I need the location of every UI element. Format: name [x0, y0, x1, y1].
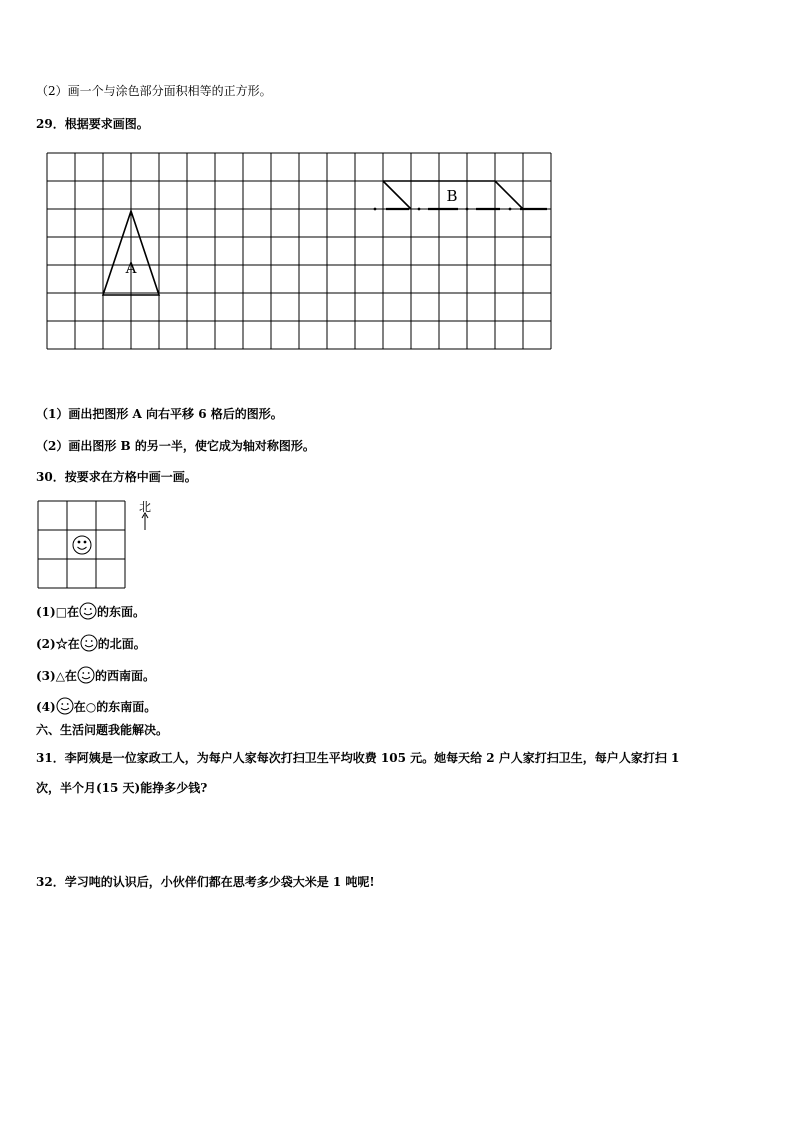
q31-line-2: 次，半个月(15 天)能挣多少钱? [36, 781, 208, 795]
grid-30 [38, 501, 125, 588]
grid-29 [47, 153, 551, 349]
q30-item-4-prefix: (4) [36, 700, 56, 714]
smiley-icon [80, 634, 98, 652]
q28-part2: （2）画一个与涂色部分面积相等的正方形。 [36, 84, 272, 98]
q30-item-2-prefix: (2)☆在 [36, 637, 80, 651]
q30-item-4 [36, 697, 156, 715]
q30-item-3-suffix: 的西南面。 [94, 669, 155, 683]
section-6-title: 六、生活问题我能解决。 [36, 723, 169, 737]
q31-line-1: 31．李阿姨是一位家政工人，为每户人家每次打扫卫生平均收费 105 元。她每天给 2 户人家打扫卫生，每户人家打扫 1 [36, 751, 680, 765]
q30-item-2-suffix: 的北面。 [97, 637, 146, 651]
smiley-icon [77, 666, 95, 684]
q32-question: 32．学习吨的认识后，小伙伴们都在思考多少袋大米是 1 吨呢! [36, 875, 375, 889]
north-arrow-icon [142, 513, 148, 530]
smiley-icon [73, 536, 91, 554]
q30-item-2 [36, 634, 146, 652]
smiley-icon [79, 602, 97, 620]
smiley-icon [56, 697, 74, 715]
q30-item-3 [36, 666, 155, 684]
q30-item-1 [36, 602, 145, 620]
q30-title: 30．按要求在方格中画一画。 [36, 470, 197, 484]
q30-item-1-suffix: 的东面。 [97, 605, 146, 619]
q29-part2: （2）画出图形 B 的另一半，使它成为轴对称图形。 [36, 439, 315, 453]
q30-item-1-prefix: (1)□在 [36, 605, 80, 619]
q30-item-4-middle: 在○的东南面。 [73, 700, 157, 714]
label-b: B [446, 187, 458, 205]
q29-part1: （1）画出把图形 A 向右平移 6 格后的图形。 [36, 407, 283, 421]
q29-title: 29．根据要求画图。 [36, 117, 149, 131]
q30-item-3-prefix: (3)△在 [36, 669, 77, 683]
label-a: A [125, 259, 137, 277]
north-label: 北 [138, 500, 152, 514]
